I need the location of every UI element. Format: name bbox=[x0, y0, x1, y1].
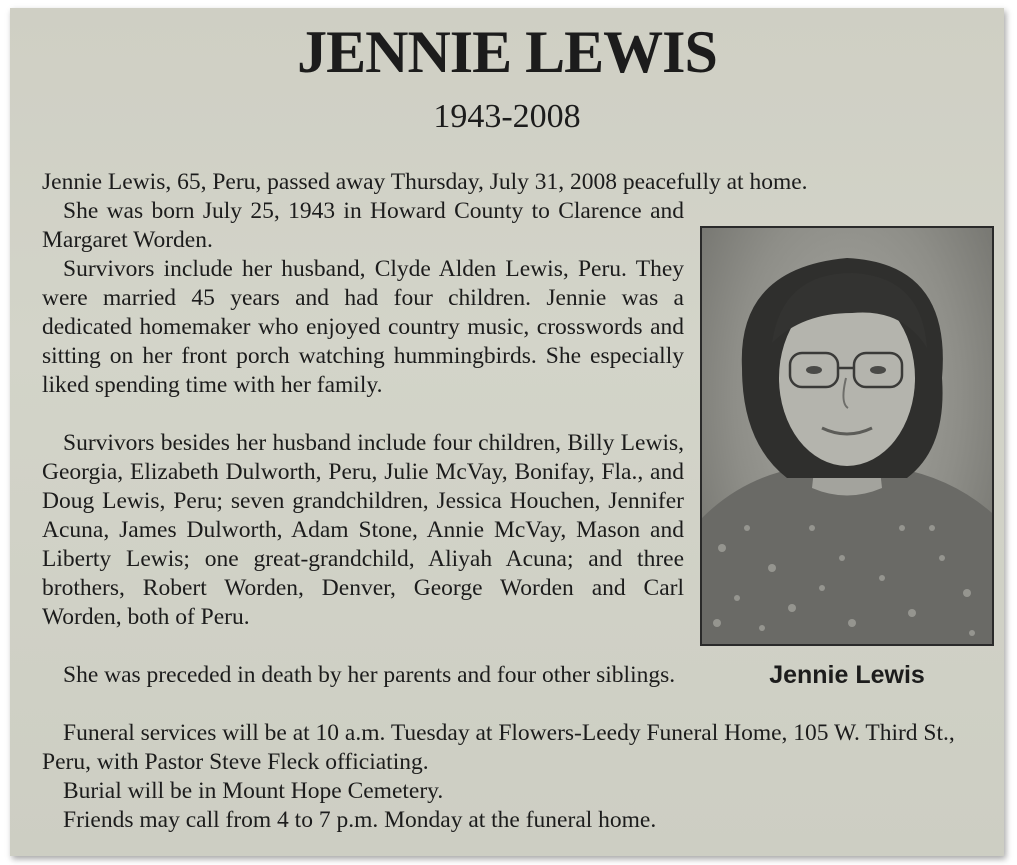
funeral-paragraph: Funeral services will be at 10 a.m. Tuesday at Flowers-Leedy Funeral Home, 105 W. Third St., Peru, with Pastor Steve Fleck officiating. bbox=[42, 720, 955, 775]
family-paragraph: Survivors besides her husband include four children, Billy Lewis, Georgia, Elizabeth Dulworth, Peru, Julie McVay, Bonifay, Fla., and Doug Lewis, Peru; seven grandchildren, Jessica Houchen, Jennifer Acuna, James Dulworth, Adam Stone, Annie McVay, Mason and Liberty Lewis; one great-grandchild, Aliyah Acuna; and three brothers, Robert Worden, Denver, George Worden and Carl Worden, both of Peru. bbox=[42, 430, 684, 630]
photo-caption: Jennie Lewis bbox=[769, 661, 925, 689]
portrait-photo bbox=[700, 226, 994, 646]
portrait-illustration bbox=[702, 228, 992, 644]
obituary-title: JENNIE LEWIS bbox=[297, 19, 717, 85]
survivors-paragraph: Survivors include her husband, Clyde Alden Lewis, Peru. They were married 45 years and had four children. Jennie was a dedicated homemaker who enjoyed country music, crosswords and sitting on her front porch watching hummingbirds. She especially liked spending time with her family. bbox=[42, 256, 684, 398]
obituary-dates: 1943-2008 bbox=[433, 98, 581, 135]
preceded-paragraph: She was preceded in death by her parents and four other siblings. bbox=[63, 662, 676, 688]
birth-paragraph: She was born July 25, 1943 in Howard County to Clarence and Margaret Worden. bbox=[42, 198, 684, 253]
visitation-paragraph: Friends may call from 4 to 7 p.m. Monday at the funeral home. bbox=[63, 807, 657, 833]
newspaper-clipping bbox=[10, 8, 1004, 856]
lead-paragraph: Jennie Lewis, 65, Peru, passed away Thursday, July 31, 2008 peacefully at home. bbox=[42, 169, 808, 195]
burial-paragraph: Burial will be in Mount Hope Cemetery. bbox=[63, 778, 444, 804]
